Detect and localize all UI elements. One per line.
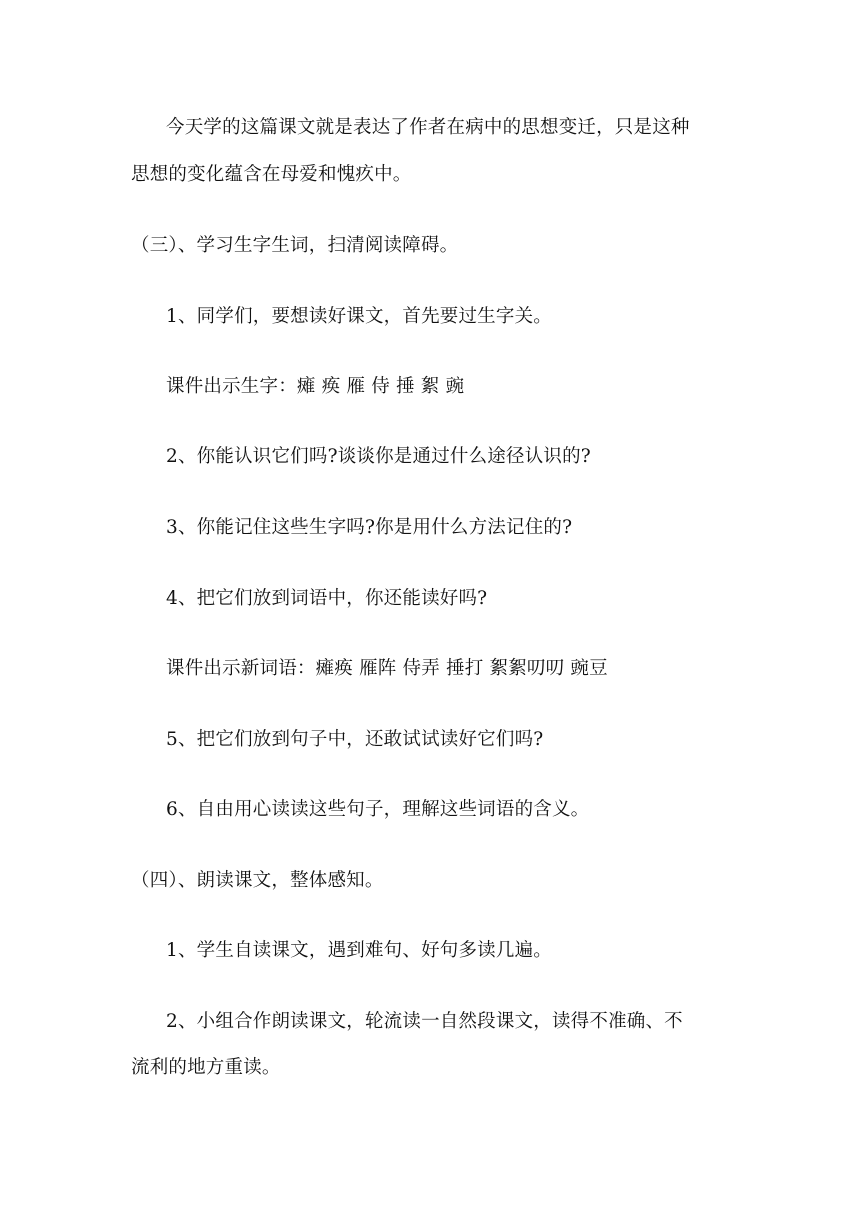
item-4-2-line-1: 2、小组合作朗读课文，轮流读一自然段课文，读得不准确、不 <box>166 1011 683 1032</box>
item-3-6: 6、自由用心读读这些句子，理解这些词语的含义。 <box>166 799 590 820</box>
courseware-words: 课件出示新词语：瘫痪 雁阵 侍弄 捶打 絮絮叨叨 豌豆 <box>166 658 608 679</box>
item-3-1: 1、同学们，要想读好课文，首先要过生字关。 <box>166 306 552 327</box>
item-3-2: 2、你能认识它们吗?谈谈你是通过什么途径认识的? <box>166 446 591 467</box>
item-4-2-line-2: 流利的地方重读。 <box>131 1057 281 1078</box>
section-3-heading: （三）、学习生字生词，扫清阅读障碍。 <box>131 235 459 256</box>
item-3-5: 5、把它们放到句子中，还敢试试读好它们吗? <box>166 729 544 750</box>
item-3-4: 4、把它们放到词语中，你还能读好吗? <box>166 588 488 609</box>
paragraph-1-line-1: 今天学的这篇课文就是表达了作者在病中的思想变迁，只是这种 <box>166 117 690 138</box>
section-4-heading: （四）、朗读课文，整体感知。 <box>131 870 384 891</box>
paragraph-1-line-2: 思想的变化蕴含在母爱和愧疚中。 <box>131 164 412 185</box>
courseware-characters: 课件出示生字：瘫 痪 雁 侍 捶 絮 豌 <box>166 376 465 397</box>
item-4-1: 1、学生自读课文，遇到难句、好句多读几遍。 <box>166 940 552 961</box>
item-3-3: 3、你能记住这些生字吗?你是用什么方法记住的? <box>166 517 573 538</box>
